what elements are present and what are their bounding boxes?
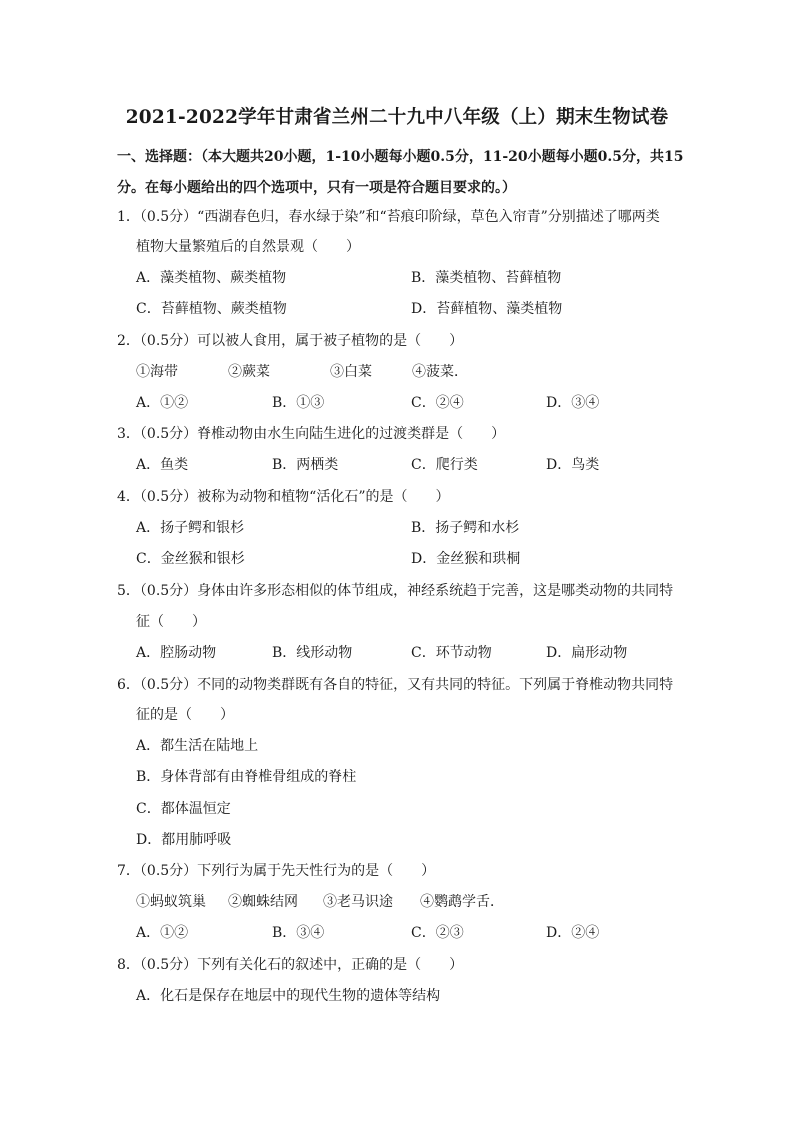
question-5-option-b[interactable]: B．线形动物	[272, 645, 353, 661]
question-7-option-a[interactable]: A．①②	[136, 925, 189, 941]
question-6-option-a[interactable]: A．都生活在陆地上	[136, 738, 259, 754]
question-1-option-d[interactable]: D．苔藓植物、藻类植物	[411, 301, 563, 317]
question-1-option-a[interactable]: A．藻类植物、蕨类植物	[136, 270, 287, 286]
question-7-option-b[interactable]: B．③④	[272, 925, 325, 941]
question-7-item-3: ③老马识途	[323, 894, 393, 910]
question-3-stem: 3．（0.5分）脊椎动物由水生向陆生进化的过渡类群是（ ）	[117, 426, 506, 442]
question-2-stem: 2．（0.5分）可以被人食用，属于被子植物的是（ ）	[117, 333, 464, 349]
question-4-option-a[interactable]: A．扬子鳄和银杉	[136, 520, 245, 536]
question-8-stem: 8．（0.5分）下列有关化石的叙述中，正确的是（ ）	[117, 957, 464, 973]
question-3-option-c[interactable]: C．爬行类	[411, 457, 478, 473]
question-5-option-c[interactable]: C．环节动物	[411, 645, 492, 661]
question-2-option-d[interactable]: D．③④	[546, 395, 600, 411]
question-7-option-d[interactable]: D．②④	[546, 925, 600, 941]
question-1-option-c[interactable]: C．苔藓植物、蕨类植物	[136, 301, 287, 317]
question-2-item-2: ②蕨菜	[228, 364, 270, 380]
question-6-option-c[interactable]: C．都体温恒定	[136, 801, 231, 817]
question-4-stem: 4．（0.5分）被称为动物和植物“活化石”的是（ ）	[117, 489, 450, 505]
question-6-option-b[interactable]: B．身体背部有由脊椎骨组成的脊柱	[136, 769, 357, 785]
question-7-stem: 7．（0.5分）下列行为属于先天性行为的是（ ）	[117, 863, 436, 879]
question-6-option-d[interactable]: D．都用肺呼吸	[136, 832, 232, 848]
question-2-option-c[interactable]: C．②④	[411, 395, 464, 411]
question-1-stem-cont: 植物大量繁殖后的自然景观（ ）	[136, 239, 360, 255]
section-header-line-2: 分。在每小题给出的四个选项中，只有一项是符合题目要求的。）	[117, 180, 516, 196]
section-header-line-1: 一、选择题：（本大题共20小题，1-10小题每小题0.5分，11-20小题每小题0.5分，共15	[117, 149, 684, 165]
question-4-option-b[interactable]: B．扬子鳄和水杉	[411, 520, 520, 536]
question-3-option-b[interactable]: B．两栖类	[272, 457, 339, 473]
question-4-option-c[interactable]: C．金丝猴和银杉	[136, 551, 245, 567]
question-3-option-d[interactable]: D．鸟类	[546, 457, 600, 473]
question-5-option-a[interactable]: A．腔肠动物	[136, 645, 217, 661]
question-2-option-b[interactable]: B．①③	[272, 395, 325, 411]
question-7-item-2: ②蜘蛛结网	[228, 894, 298, 910]
question-1-stem: 1．（0.5分）“西湖春色归，春水绿于染”和“苔痕印阶绿，草色入帘青”分别描述了哪两类	[117, 209, 660, 225]
exam-title: 2021-2022学年甘肃省兰州二十九中八年级（上）期末生物试卷	[125, 107, 669, 128]
question-7-item-4: ④鹦鹉学舌．	[420, 894, 504, 910]
question-4-option-d[interactable]: D．金丝猴和珙桐	[411, 551, 521, 567]
question-2-item-3: ③白菜	[330, 364, 372, 380]
question-2-item-1: ①海带	[136, 364, 178, 380]
question-1-option-b[interactable]: B．藻类植物、苔藓植物	[411, 270, 562, 286]
question-5-stem: 5．（0.5分）身体由许多形态相似的体节组成，神经系统趋于完善，这是哪类动物的共同特	[117, 583, 674, 599]
question-8-option-a[interactable]: A．化石是保存在地层中的现代生物的遗体等结构	[136, 988, 441, 1004]
question-5-stem-cont: 征（ ）	[136, 614, 206, 630]
question-2-item-4: ④菠菜．	[412, 364, 468, 380]
question-5-option-d[interactable]: D．扁形动物	[546, 645, 628, 661]
question-6-stem: 6．（0.5分）不同的动物类群既有各自的特征，又有共同的特征。下列属于脊椎动物共同特	[117, 677, 674, 693]
question-6-stem-cont: 征的是（ ）	[136, 707, 234, 723]
question-3-option-a[interactable]: A．鱼类	[136, 457, 189, 473]
question-7-option-c[interactable]: C．②③	[411, 925, 464, 941]
question-7-item-1: ①蚂蚁筑巢	[136, 894, 206, 910]
question-2-option-a[interactable]: A．①②	[136, 395, 189, 411]
